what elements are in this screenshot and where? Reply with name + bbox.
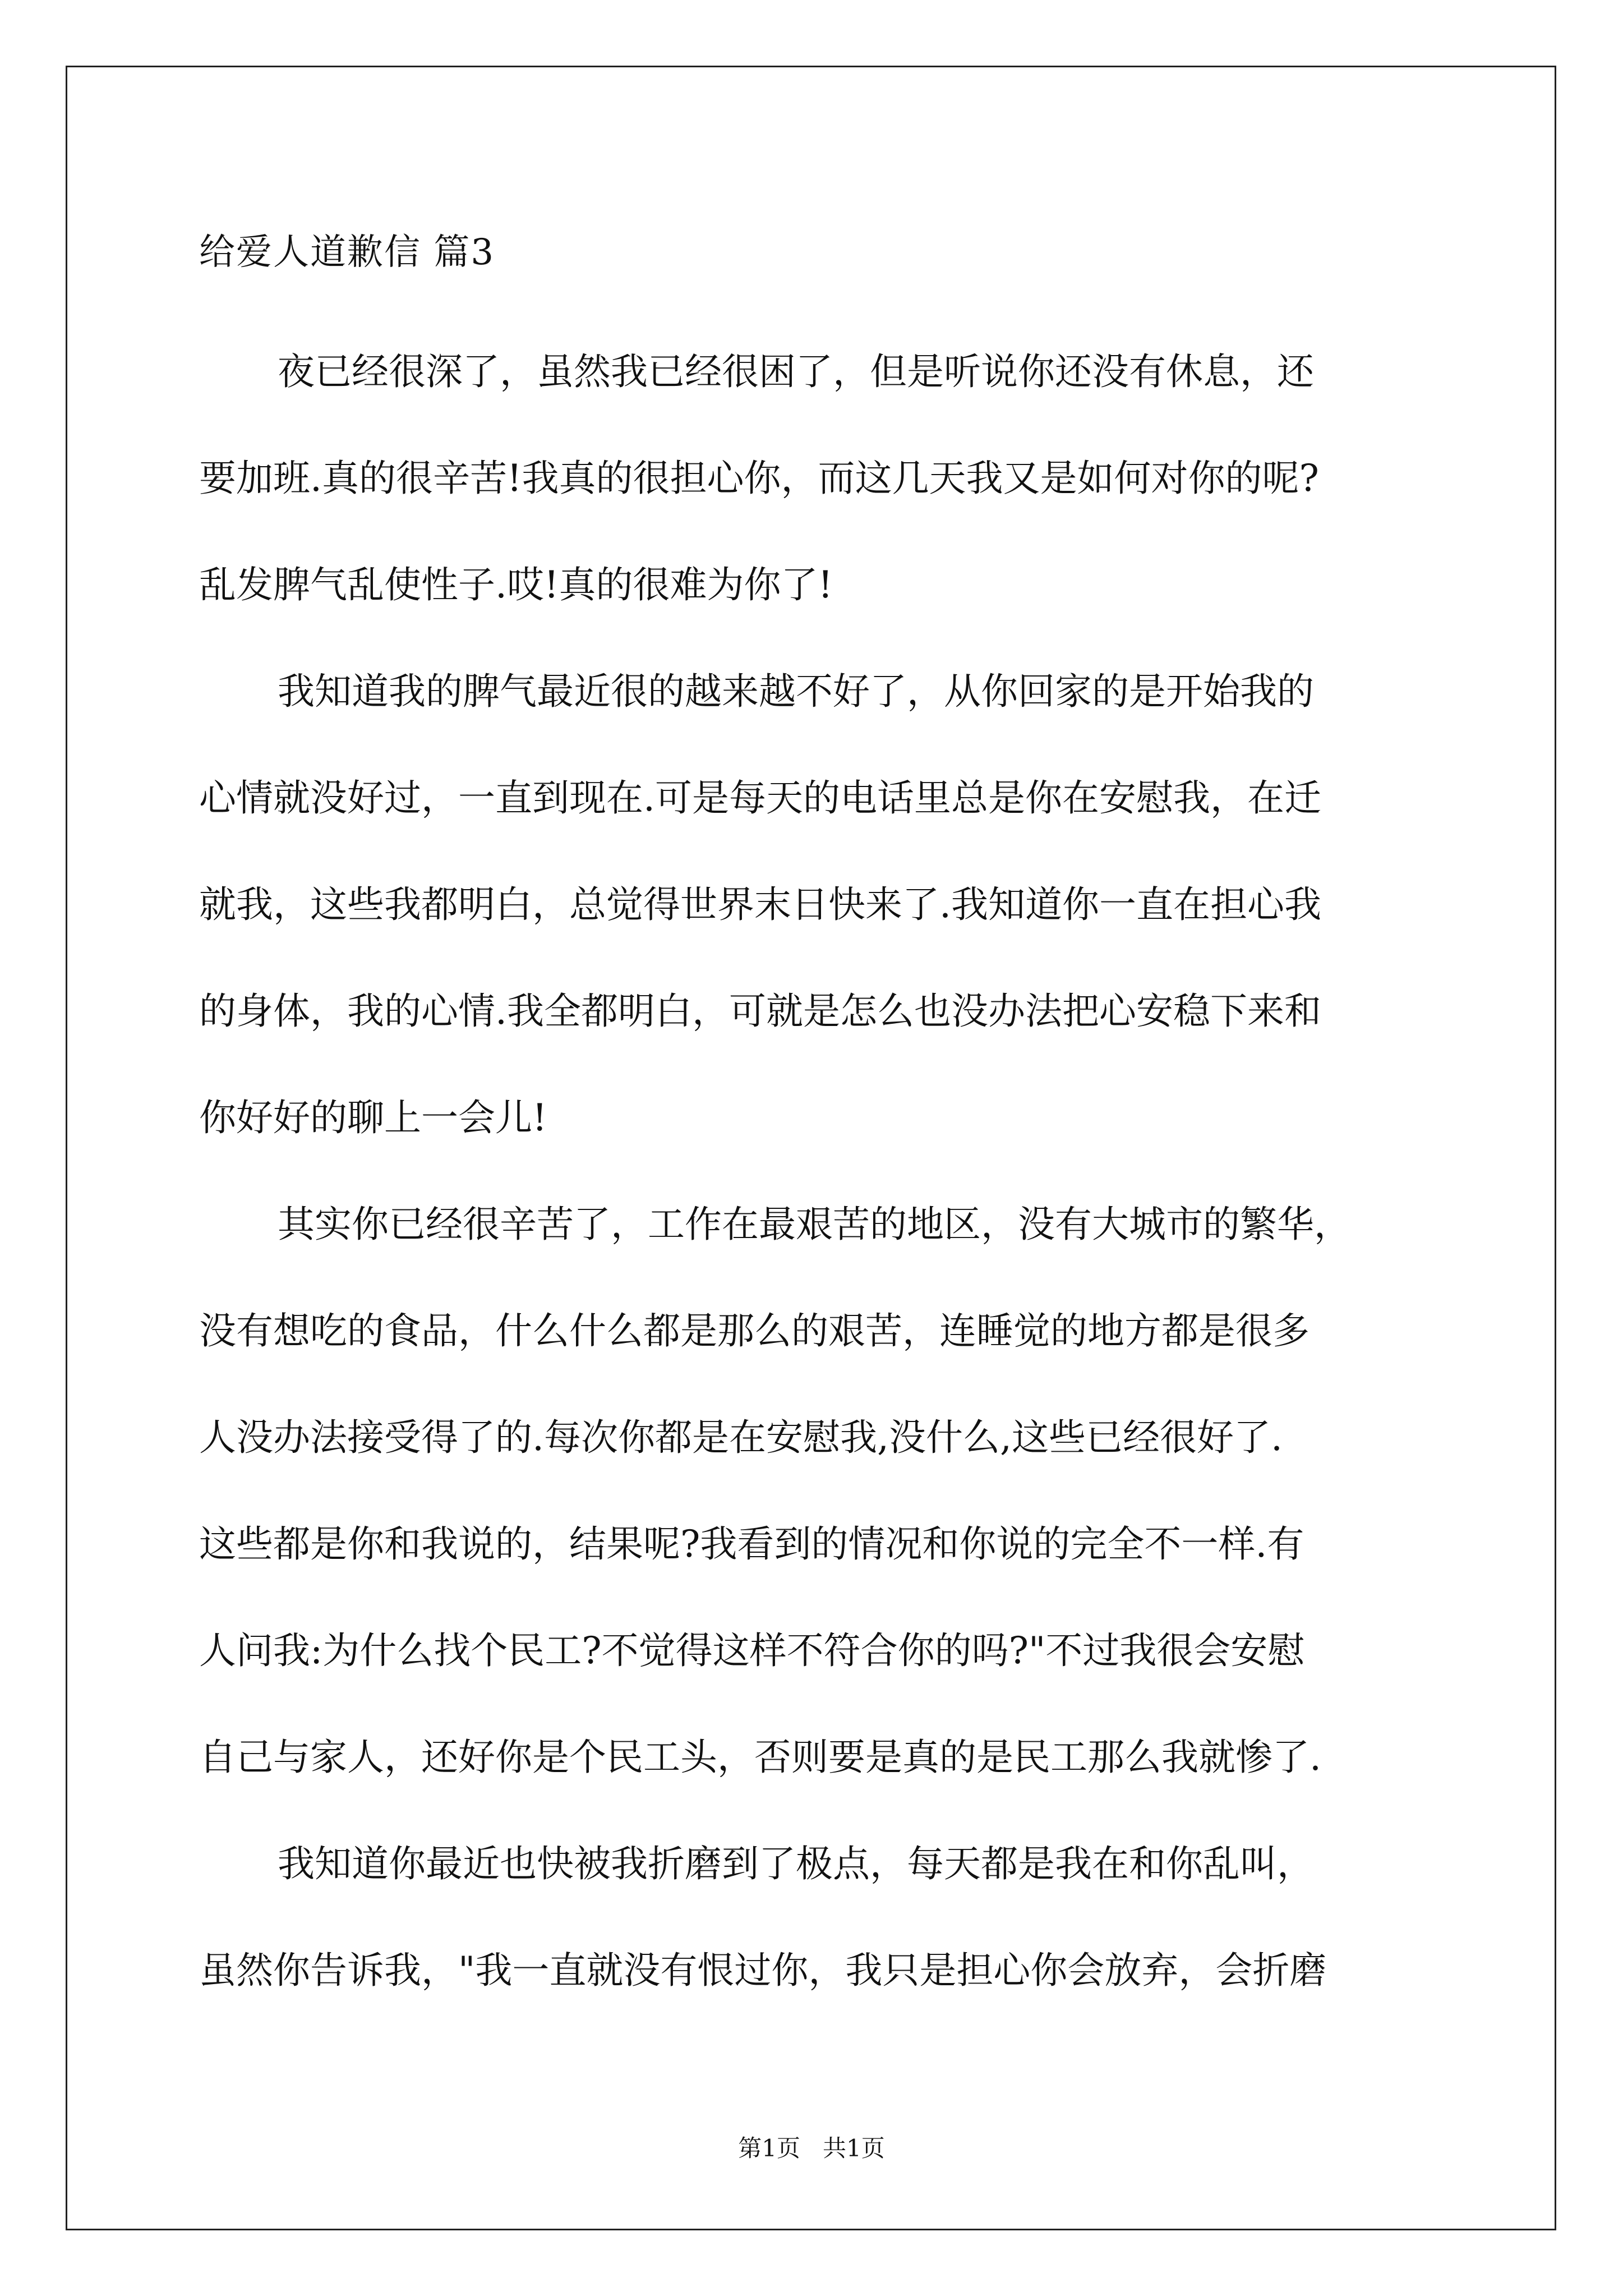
- document-body: [199, 213, 1455, 2024]
- paragraph-2-line-2: 心情就没好过，一直到现在.可是每天的电话里总是你在安慰我，在迁: [199, 776, 1321, 820]
- paragraph-3-line-2: 没有想吃的食品，什么什么都是那么的艰苦，连睡觉的地方都是很多: [199, 1309, 1310, 1352]
- document-title: 给爱人道歉信 篇3: [199, 232, 495, 273]
- paragraph-3-line-6: 自己与家人，还好你是个民工头，否则要是真的是民工那么我就惨了.: [199, 1736, 1321, 1779]
- paragraph-1-line-2: 要加班.真的很辛苦!我真的很担心你，而这几天我又是如何对你的呢?: [199, 457, 1319, 500]
- paragraph-1-line-3: 乱发脾气乱使性子.哎!真的很难为你了!: [199, 563, 833, 606]
- paragraph-2-line-5: 你好好的聊上一会儿!: [199, 1096, 547, 1139]
- page-footer: 第1页 共1页: [738, 2134, 885, 2162]
- paragraph-2-line-4: 的身体，我的心情.我全都明白，可就是怎么也没办法把心安稳下来和: [199, 990, 1321, 1033]
- paragraph-2-line-3: 就我，这些我都明白，总觉得世界末日快来了.我知道你一直在担心我: [199, 883, 1321, 926]
- paragraph-3-line-3: 人没办法接受得了的.每次你都是在安慰我,没什么,这些已经很好了.: [199, 1416, 1283, 1459]
- paragraph-1-line-1: 夜已经很深了，虽然我已经很困了，但是听说你还没有休息，还: [278, 350, 1314, 393]
- paragraph-4-line-2: 虽然你告诉我，"我一直就没有恨过你，我只是担心你会放弃，会折磨: [199, 1949, 1327, 1992]
- paragraph-3-line-4: 这些都是你和我说的，结果呢?我看到的情况和你说的完全不一样.有: [199, 1522, 1304, 1566]
- paragraph-2-line-1: 我知道我的脾气最近很的越来越不好了，从你回家的是开始我的: [278, 670, 1314, 713]
- paragraph-3-line-5: 人问我:为什么找个民工?不觉得这样不符合你的吗?"不过我很会安慰: [199, 1629, 1305, 1672]
- paragraph-3-line-1: 其实你已经很辛苦了，工作在最艰苦的地区，没有大城市的繁华，: [278, 1203, 1351, 1246]
- paragraph-4-line-1: 我知道你最近也快被我折磨到了极点，每天都是我在和你乱叫，: [278, 1842, 1314, 1885]
